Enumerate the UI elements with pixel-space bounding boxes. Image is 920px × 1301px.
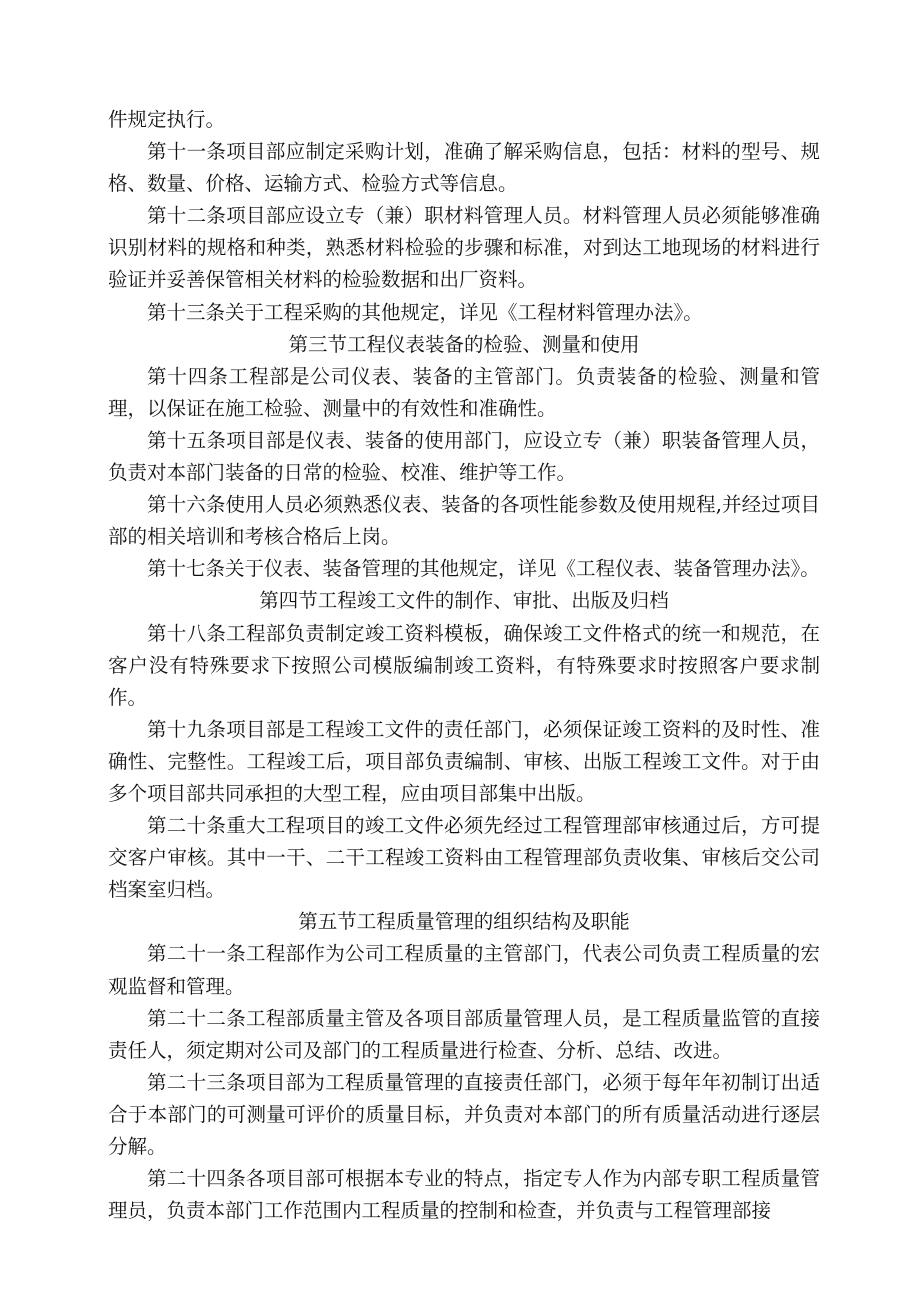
- article-24: 第二十四条各项目部可根据本专业的特点，指定专人作为内部专职工程质量管理员，负责本部门工作范围内工程质量的控制和检查，并负责与工程管理部接: [108, 1167, 820, 1223]
- article-16: 第十六条使用人员必须熟悉仪表、装备的各项性能参数及使用规程,并经过项目部的相关培训和考核合格后上岗。: [108, 493, 820, 549]
- section-heading-5: 第五节工程质量管理的组织结构及职能: [298, 910, 630, 934]
- article-13: 第十三条关于工程采购的其他规定，详见《工程材料管理办法》。: [147, 300, 703, 324]
- article-19: 第十九条项目部是工程竣工文件的责任部门，必须保证竣工资料的及时性、准确性、完整性。工程竣工后，项目部负责编制、审核、出版工程竣工文件。对于由多个项目部共同承担的大型工程，应由项目部集中出版。: [108, 717, 820, 805]
- article-12: 第十二条项目部应设立专（兼）职材料管理人员。材料管理人员必须能够准确识别材料的规格和种类，熟悉材料检验的步骤和标准，对到达工地现场的材料进行验证并妥善保管相关材料的检验数据和出厂资料。: [108, 204, 820, 292]
- article-18: 第十八条工程部负责制定竣工资料模板，确保竣工文件格式的统一和规范，在客户没有特殊要求下按照公司模版编制竣工资料，有特殊要求时按照客户要求制作。: [108, 621, 820, 709]
- section-heading-4: 第四节工程竣工文件的制作、审批、出版及归档: [259, 589, 669, 613]
- article-21: 第二十一条工程部作为公司工程质量的主管部门，代表公司负责工程质量的宏观监督和管理。: [108, 942, 820, 998]
- article-15: 第十五条项目部是仪表、装备的使用部门，应设立专（兼）职装备管理人员，负责对本部门装备的日常的检验、校准、维护等工作。: [108, 428, 820, 485]
- article-17: 第十七条关于仪表、装备管理的其他规定，详见《工程仪表、装备管理办法》。: [147, 557, 820, 581]
- article-23: 第二十三条项目部为工程质量管理的直接责任部门，必须于每年年初制订出适合于本部门的可测量可评价的质量目标，并负责对本部门的所有质量活动进行逐层分解。: [108, 1070, 820, 1158]
- section-heading-3: 第三节工程仪表装备的检验、测量和使用: [288, 332, 640, 356]
- article-11: 第十一条项目部应制定采购计划，准确了解采购信息，包括：材料的型号、规格、数量、价格、运输方式、检验方式等信息。: [108, 140, 820, 196]
- document-page: [108, 104, 820, 1227]
- article-22: 第二十二条工程部质量主管及各项目部质量管理人员，是工程质量监管的直接责任人，须定期对公司及部门的工程质量进行检查、分析、总结、改进。: [108, 1006, 820, 1062]
- paragraph-continued: 件规定执行。: [108, 108, 226, 131]
- article-20: 第二十条重大工程项目的竣工文件必须先经过工程管理部审核通过后，方可提交客户审核。其中一干、二干工程竣工资料由工程管理部负责收集、审核后交公司档案室归档。: [108, 814, 820, 902]
- article-14: 第十四条工程部是公司仪表、装备的主管部门。负责装备的检验、测量和管理，以保证在施工检验、测量中的有效性和准确性。: [108, 364, 820, 420]
